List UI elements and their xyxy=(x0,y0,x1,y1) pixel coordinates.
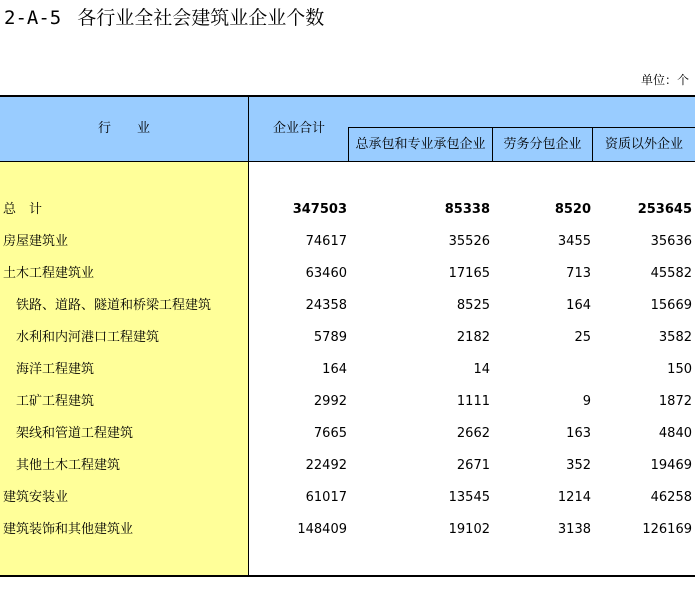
cell-total: 63460 xyxy=(305,266,347,281)
table-row xyxy=(0,458,695,490)
cell-total: 347503 xyxy=(292,202,347,217)
cell-outside-qualification: 3582 xyxy=(658,330,692,345)
cell-outside-qualification: 126169 xyxy=(642,522,692,537)
cell-outside-qualification: 45582 xyxy=(650,266,692,281)
row-label: 水利和内河港口工程建筑 xyxy=(16,330,160,345)
row-label: 建筑装饰和其他建筑业 xyxy=(3,522,134,537)
cell-outside-qualification: 4840 xyxy=(658,426,692,441)
cell-general-contracting: 8525 xyxy=(456,298,490,313)
cell-labor-subcontracting: 3138 xyxy=(557,522,591,537)
row-label: 铁路、道路、隧道和桥梁工程建筑 xyxy=(16,298,212,313)
row-label: 海洋工程建筑 xyxy=(16,362,95,377)
cell-general-contracting: 85338 xyxy=(444,202,490,217)
cell-outside-qualification: 46258 xyxy=(650,490,692,505)
cell-labor-subcontracting: 163 xyxy=(566,426,591,441)
table-title: 各行业全社会建筑业企业个数 xyxy=(77,7,325,29)
cell-total: 7665 xyxy=(313,426,347,441)
header-bottom-rule xyxy=(0,161,695,162)
cell-outside-qualification: 253645 xyxy=(637,202,692,217)
header-outside-qualification: 资质以外企业 xyxy=(604,137,683,152)
cell-labor-subcontracting: 713 xyxy=(566,266,591,281)
table-row xyxy=(0,298,695,330)
cell-total: 2992 xyxy=(313,394,347,409)
header-total: 企业合计 xyxy=(272,121,325,136)
table-row xyxy=(0,522,695,554)
cell-labor-subcontracting: 9 xyxy=(582,394,591,409)
cell-total: 24358 xyxy=(305,298,347,313)
table-row xyxy=(0,394,695,426)
cell-general-contracting: 14 xyxy=(473,362,490,377)
row-label: 工矿工程建筑 xyxy=(16,394,95,409)
table-row xyxy=(0,490,695,522)
unit-label: 单位：个 xyxy=(640,73,689,87)
header-labor-subcontracting: 劳务分包企业 xyxy=(503,137,582,152)
cell-general-contracting: 13545 xyxy=(448,490,490,505)
table-row-total xyxy=(0,202,695,234)
cell-outside-qualification: 1872 xyxy=(658,394,692,409)
cell-labor-subcontracting: 352 xyxy=(566,458,591,473)
row-label: 其他土木工程建筑 xyxy=(16,458,121,473)
table-bottom-rule xyxy=(0,575,695,577)
table-row xyxy=(0,426,695,458)
cell-general-contracting: 35526 xyxy=(448,234,490,249)
table-top-rule xyxy=(0,95,695,97)
cell-general-contracting: 1111 xyxy=(456,394,490,409)
cell-general-contracting: 2671 xyxy=(456,458,490,473)
cell-outside-qualification: 15669 xyxy=(650,298,692,313)
cell-general-contracting: 2182 xyxy=(456,330,490,345)
row-label: 架线和管道工程建筑 xyxy=(16,426,134,441)
row-label: 总 计 xyxy=(3,202,43,217)
table-row xyxy=(0,362,695,394)
header-general-contracting: 总承包和专业承包企业 xyxy=(355,137,486,152)
cell-total: 164 xyxy=(322,362,347,377)
cell-total: 148409 xyxy=(297,522,347,537)
table-code: 2-A-5 xyxy=(4,7,62,29)
table-row xyxy=(0,330,695,362)
cell-outside-qualification: 35636 xyxy=(650,234,692,249)
row-label: 房屋建筑业 xyxy=(3,234,69,249)
table-row xyxy=(0,266,695,298)
row-label: 建筑安装业 xyxy=(3,490,69,505)
header-industry: 行 业 xyxy=(97,121,150,136)
cell-labor-subcontracting: 164 xyxy=(566,298,591,313)
cell-general-contracting: 2662 xyxy=(456,426,490,441)
cell-labor-subcontracting: 1214 xyxy=(557,490,591,505)
row-label: 土木工程建筑业 xyxy=(3,266,95,281)
cell-total: 5789 xyxy=(313,330,347,345)
cell-general-contracting: 19102 xyxy=(448,522,490,537)
cell-labor-subcontracting: 25 xyxy=(574,330,591,345)
page-title xyxy=(4,6,324,30)
cell-total: 74617 xyxy=(305,234,347,249)
cell-labor-subcontracting: 3455 xyxy=(557,234,591,249)
cell-general-contracting: 17165 xyxy=(448,266,490,281)
cell-total: 61017 xyxy=(305,490,347,505)
cell-outside-qualification: 19469 xyxy=(650,458,692,473)
subheader-rule xyxy=(348,127,695,128)
cell-labor-subcontracting: 8520 xyxy=(554,202,591,217)
cell-total: 22492 xyxy=(305,458,347,473)
cell-outside-qualification: 150 xyxy=(667,362,692,377)
table-row xyxy=(0,234,695,266)
